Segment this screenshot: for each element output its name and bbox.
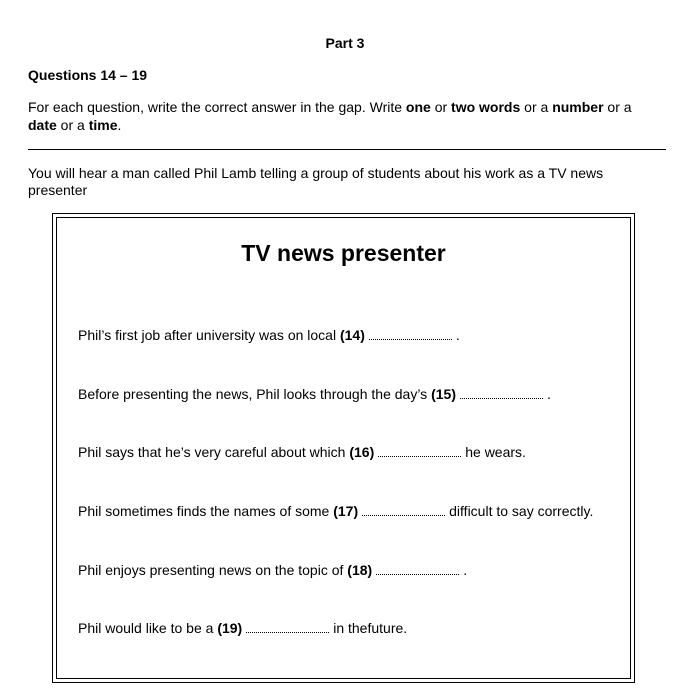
questions-label: Questions 14 – 19 [28,67,148,83]
divider-line [28,149,666,150]
instr-text-5: or a [56,117,89,133]
question-number: (14) [339,327,365,343]
question-17 [78,503,593,519]
instr-bold-time: time [88,117,118,133]
question-text: Phil says that he’s very careful about which [78,444,350,460]
question-text: Phil would like to be a [78,620,218,636]
question-text: Phil enjoys presenting news on the topic of [78,562,348,578]
answer-gap[interactable] [246,622,329,633]
answer-gap[interactable] [460,388,543,399]
question-text-after: difficult to say correctly. [449,503,594,519]
question-number: (16) [349,444,375,460]
question-text-after: in thefuture. [333,620,408,636]
instr-text-1: For each question, write the correct answer in the gap. Write [28,99,406,115]
box-title: TV news presenter [241,240,446,266]
intro-text: You will hear a man called Phil Lamb telling a group of students about his work as a TV news presenter [28,165,604,198]
question-text: Phil’s first job after university was on local [78,327,340,343]
question-number: (18) [347,562,373,578]
question-text-after: . [546,386,551,402]
question-number: (19) [217,620,243,636]
question-16 [78,444,526,460]
question-18 [78,562,467,578]
answer-gap[interactable] [362,505,445,516]
answer-gap[interactable] [376,564,459,575]
instr-text-3: or a [520,99,553,115]
instr-bold-date: date [28,117,57,133]
question-text: Phil sometimes finds the names of some [78,503,334,519]
question-19 [78,620,407,636]
instr-bold-number: number [552,99,604,115]
instr-text-6: . [117,117,122,133]
question-text: Before presenting the news, Phil looks through the day’s [78,386,432,402]
question-15 [78,386,551,402]
question-text-after: . [463,562,468,578]
question-number: (17) [333,503,359,519]
answer-gap[interactable] [369,329,452,340]
part-title: Part 3 [325,35,365,51]
question-14 [78,327,460,343]
instr-text-2: or [430,99,452,115]
instructions [28,98,648,134]
instr-bold-two-words: two words [451,99,521,115]
question-text-after: he wears. [465,444,526,460]
question-number: (15) [431,386,456,402]
question-text-after: . [455,327,460,343]
instr-text-4: or a [603,99,632,115]
answer-gap[interactable] [378,446,461,457]
instr-bold-one: one [405,99,431,115]
